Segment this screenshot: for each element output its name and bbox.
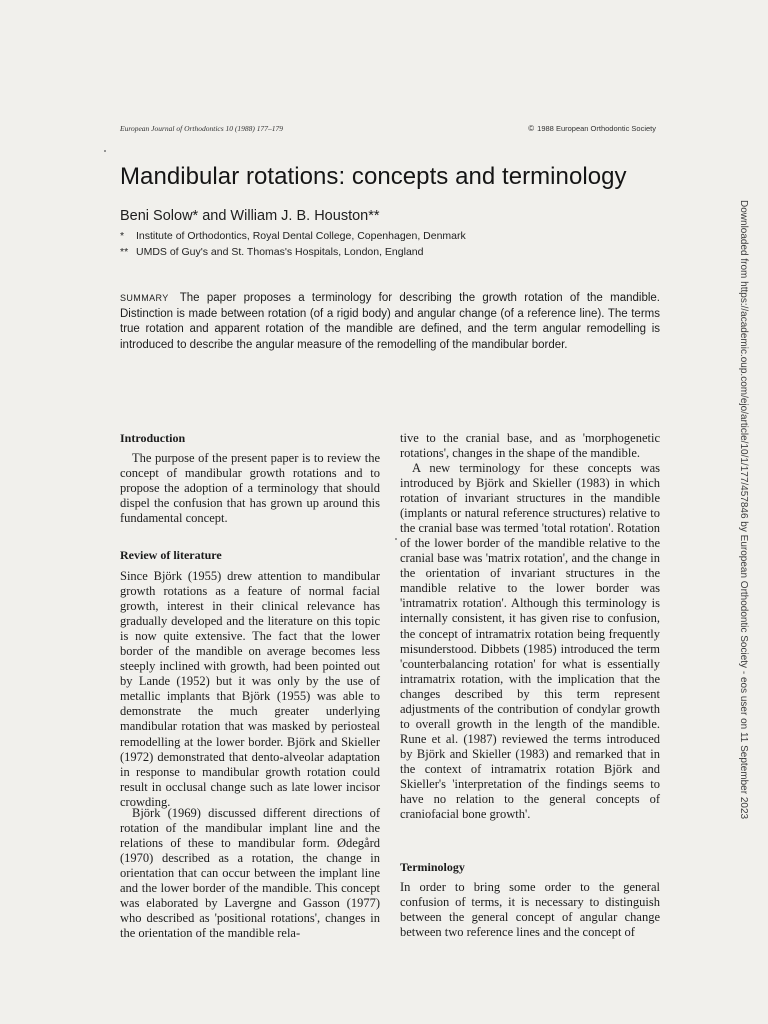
copyright-symbol: © [528, 124, 535, 133]
scan-speck [395, 538, 397, 540]
terminology-heading: Terminology [400, 860, 465, 874]
copyright-line [528, 124, 656, 133]
affiliations [120, 229, 466, 260]
review-paragraph-1: Since Björk (1955) drew attention to mandibular growth rotations as a feature of normal facial growth, interest in their clinical relevance has gradually developed and the literature on this topic is now quite extensive. The fact that the lower border of the mandible on average becomes less steeply inclined with growth, had been pointed out by Lande (1952) but it was only by the use of metallic implants that Björk (1955) was able to demonstrate the much greater underlying mandibular rotation that was masked by periosteal remodelling at the lower border. Björk and Skieller (1972) demonstrated that dento-alveolar adaptation in response to mandibular growth rotation could result in occlusal change such as late lower incisor crowding. [120, 569, 380, 809]
affiliation-text: Institute of Orthodontics, Royal Dental College, Copenhagen, Denmark [136, 230, 466, 242]
terminology-paragraph: In order to bring some order to the general confusion of terms, it is necessary to distinguish between the general concept of angular change between two reference lines and the concept of [400, 880, 660, 940]
summary-text: The paper proposes a terminology for describing the growth rotation of the mandible. Distinction is made between rotation (of a rigid body) and angular change (of a reference line). The terms true rotation and apparent rotation of the mandible are defined, and the term angular remodelling is introduced to describe the angular measure of the remodelling of the mandibular border. [120, 292, 660, 352]
introduction-paragraph: The purpose of the present paper is to review the concept of mandibular growth rotations and to propose the adoption of a terminology that should dispel the confusion that has grown up around this fundamental concept. [120, 451, 380, 526]
article-title: Mandibular rotations: concepts and terminology [120, 163, 627, 190]
summary-label: SUMMARY [120, 293, 169, 303]
journal-citation: European Journal of Orthodontics 10 (1988) 177–179 [120, 124, 284, 133]
affiliation-mark: ** [120, 245, 129, 258]
continued-paragraph: tive to the cranial base, and as 'morphogenetic rotations', changes in the shape of the mandible. [400, 431, 660, 461]
affiliation-text: UMDS of Guy's and St. Thomas's Hospitals, London, England [136, 245, 424, 258]
review-heading: Review of literature [120, 548, 222, 562]
affiliation-2 [120, 245, 466, 261]
review-paragraph-2: Björk (1969) discussed different directions of rotation of the mandibular implant line and the relations of these to mandibular form. Ødegård (1970) described as a rotation, the change in orientation that can occur between the implant line and the lower border of the mandible. This concept was elaborated by Lavergne and Gasson (1977) who described as 'positional rotations', changes in the orientation of the mandible rela- [120, 806, 380, 941]
introduction-heading: Introduction [120, 431, 186, 445]
affiliation-1 [120, 229, 466, 245]
summary-abstract [120, 291, 660, 354]
scan-speck [104, 150, 106, 152]
affiliation-mark: * [120, 230, 125, 242]
copyright-text: 1988 European Orthodontic Society [537, 124, 656, 133]
terminology-history-paragraph: A new terminology for these concepts was introduced by Björk and Skieller (1983) in which rotation of invariant structures in the mandible (implants or natural reference structures) relative to the cranial base was termed 'total rotation'. Rotation of the lower border of the mandible relative to the cranial base was 'matrix rotation', and the change in the orientation of invariant structures in the mandible relative to the lower border was 'intramatrix rotation'. Although this terminology is internally consistent, it has given rise to confusion, the concept of intramatrix rotation being frequently misunderstood. Dibbets (1985) introduced the term 'counterbalancing rotation' for what is essentially intramatrix rotation, with the implication that the changes described by this term represent adjustments of the contribution of condylar growth to overall growth in the length of the mandible. Rune et al. (1987) reviewed the terms introduced by Björk and Skieller (1983) and remarked that in the context of intramatrix rotation Björk and Skieller's 'interpretation of the findings seems to have no relation to the general concepts of craniofacial bone growth'. [400, 461, 660, 822]
authors: Beni Solow* and William J. B. Houston** [120, 208, 380, 224]
download-notice: Downloaded from https://academic.oup.com/ejo/article/10/1/177/457846 by European Orthodontic Society - eos user on 11 September 2023 [738, 200, 749, 820]
